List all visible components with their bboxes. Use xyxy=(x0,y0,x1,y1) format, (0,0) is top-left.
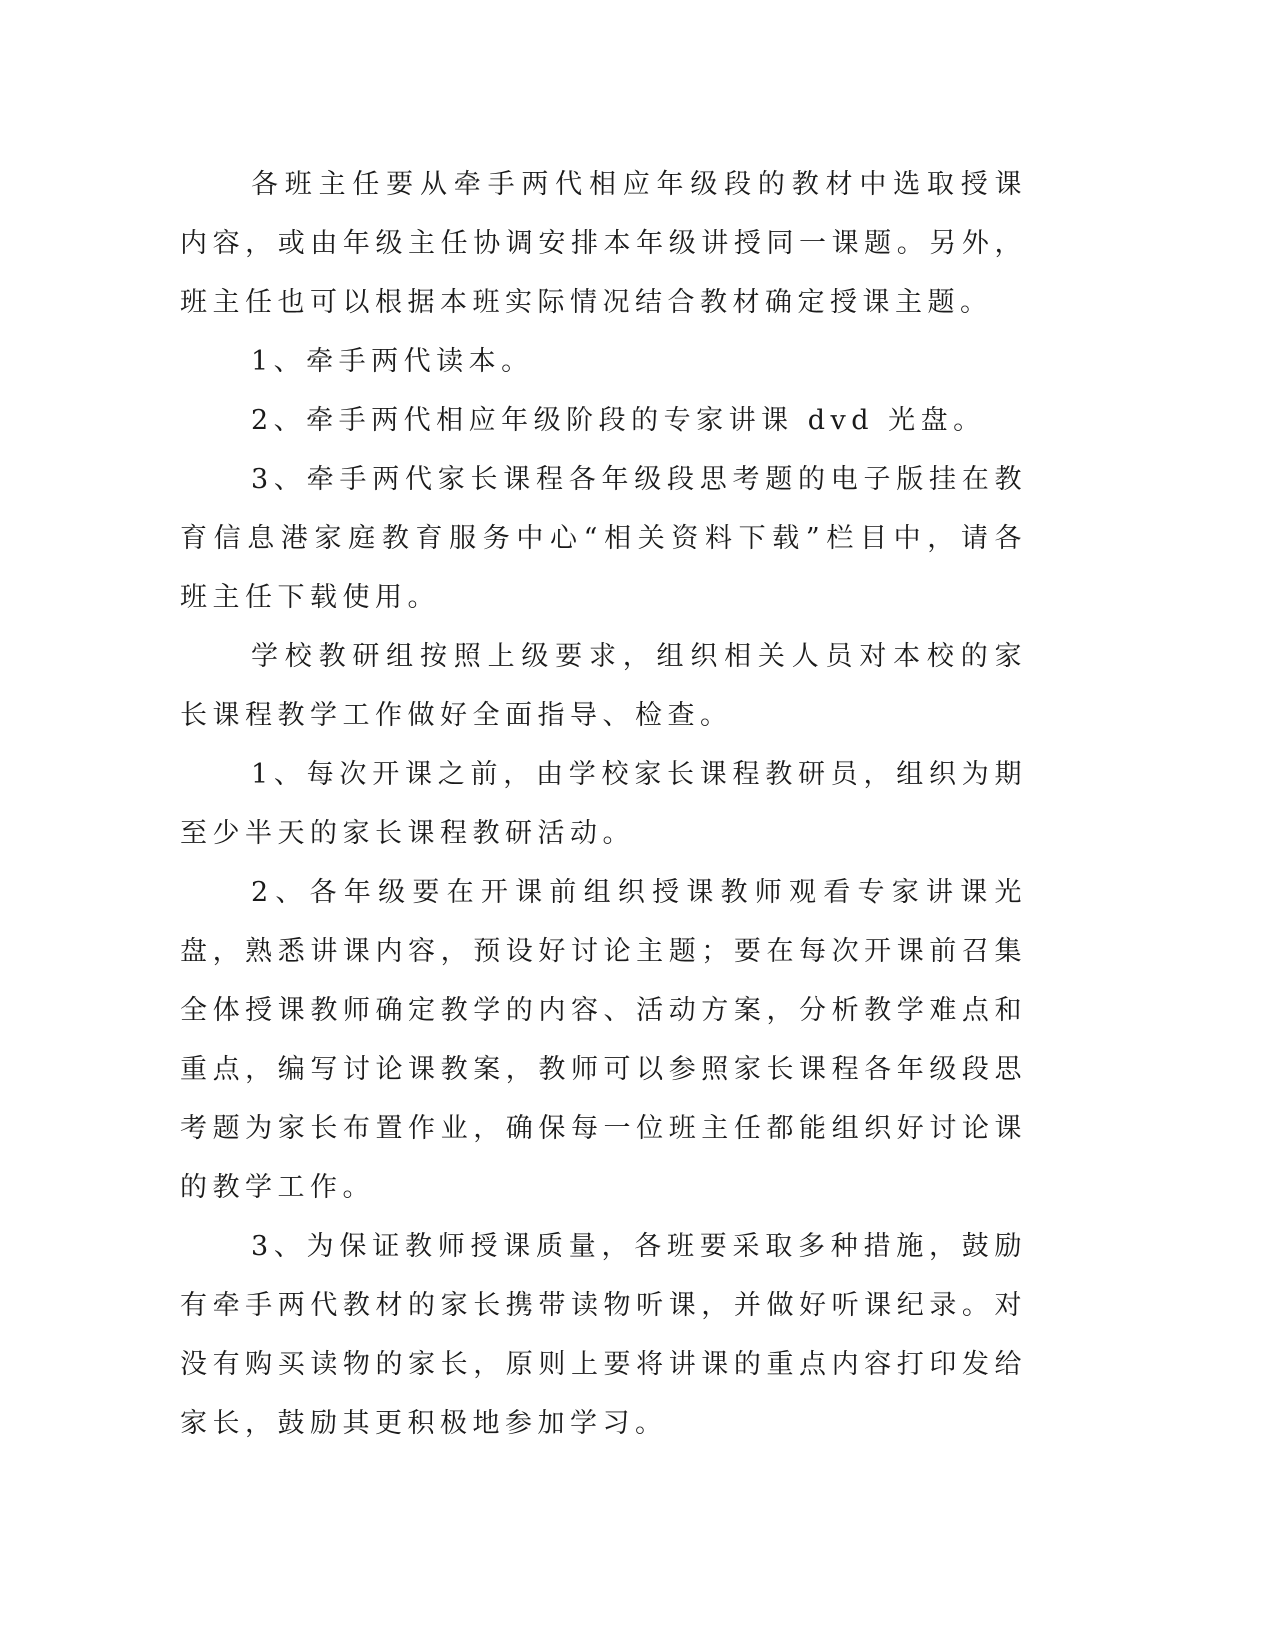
list-item-grade-preparation: 2、各年级要在开课前组织授课教师观看专家讲课光盘，熟悉讲课内容，预设好讨论主题；要在每次开课前召集全体授课教师确定教学的内容、活动方案，分析教学难点和重点，编写讨论课教案，教师可以参照家长课程各年级段思考题为家长布置作业，确保每一位班主任都能组织好讨论课的教学工作。 xyxy=(180,877,1027,1203)
list-item-electronic-questions: 3、牵手两代家长课程各年级段思考题的电子版挂在教育信息港家庭教育服务中心“相关资料下载”栏目中，请各班主任下载使用。 xyxy=(180,464,1027,613)
list-item-reader: 1、牵手两代读本。 xyxy=(251,346,534,377)
paragraph-research-group: 学校教研组按照上级要求，组织相关人员对本校的家长课程教学工作做好全面指导、检查。 xyxy=(180,641,1027,731)
list-item-teaching-quality: 3、为保证教师授课质量，各班要采取多种措施，鼓励有牵手两代教材的家长携带读物听课，并做好听课纪录。对没有购买读物的家长，原则上要将讲课的重点内容打印发给家长，鼓励其更积极地参加学习。 xyxy=(180,1231,1027,1439)
paragraph-topic-selection: 各班主任要从牵手两代相应年级段的教材中选取授课内容，或由年级主任协调安排本年级讲授同一课题。另外，班主任也可以根据本班实际情况结合教材确定授课主题。 xyxy=(180,169,1027,318)
list-item-dvd: 2、牵手两代相应年级阶段的专家讲课 dvd 光盘。 xyxy=(251,405,986,436)
document-body xyxy=(180,155,1027,1453)
list-item-research-activity: 1、每次开课之前，由学校家长课程教研员，组织为期至少半天的家长课程教研活动。 xyxy=(180,759,1027,849)
